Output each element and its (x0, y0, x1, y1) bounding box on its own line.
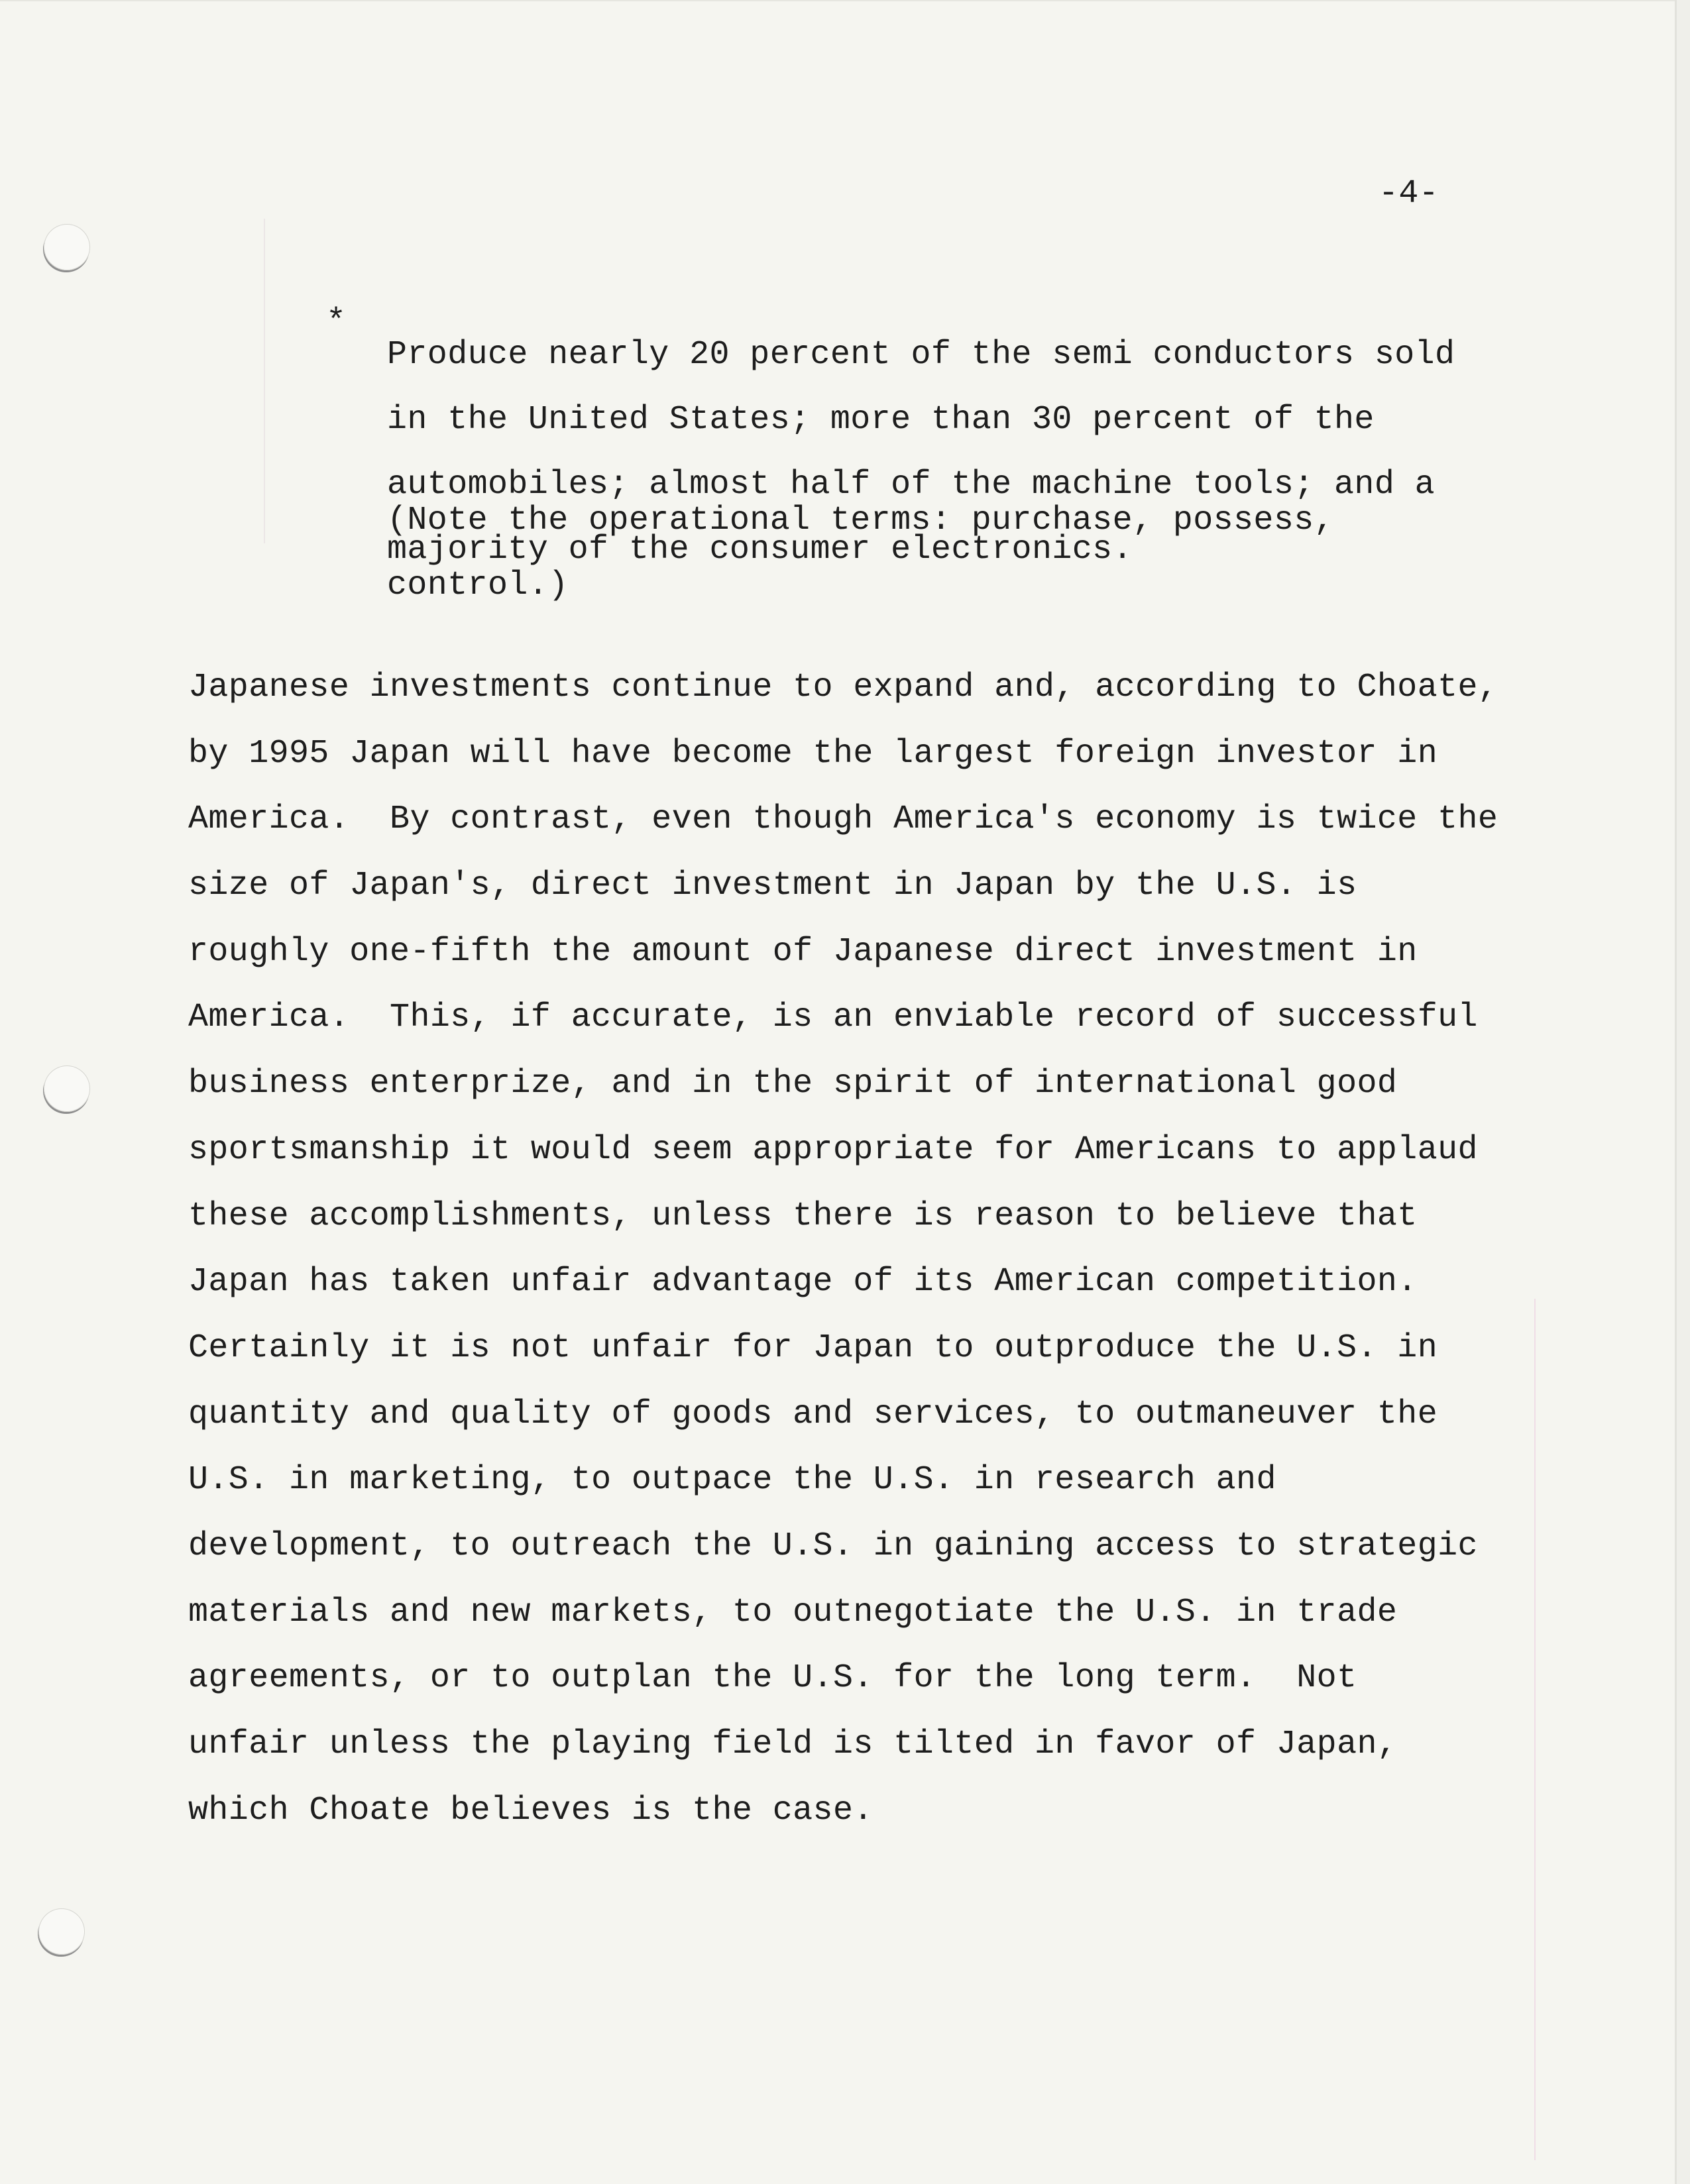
paragraph-line: America. By contrast, even though America's economy is twice the (188, 800, 1498, 839)
note-line: (Note the operational terms: purchase, possess, (387, 502, 1335, 539)
binder-hole-bottom (38, 1908, 85, 1955)
paragraph-line: by 1995 Japan will have become the largest foreign investor in (188, 734, 1438, 773)
paragraph-line: materials and new markets, to outnegotiate the U.S. in trade (188, 1593, 1398, 1631)
paragraph-line: which Choate believes is the case. (188, 1791, 873, 1829)
paragraph-line: America. This, if accurate, is an enviable record of successful (188, 999, 1478, 1037)
paragraph-line: development, to outreach the U.S. in gaining access to strategic (188, 1527, 1478, 1565)
margin-rule-right (1534, 1299, 1536, 2160)
paragraph-line: Japan has taken unfair advantage of its American competition. (188, 1263, 1418, 1301)
paragraph-line: agreements, or to outplan the U.S. for the long term. Not (188, 1659, 1357, 1698)
paragraph-line: sportsmanship it would seem appropriate for Americans to applaud (188, 1130, 1478, 1169)
paragraph-line: size of Japan's, direct investment in Japan by the U.S. is (188, 867, 1357, 905)
paragraph-line: quantity and quality of goods and services, to outmaneuver the (188, 1395, 1438, 1433)
margin-rule-left (264, 219, 265, 543)
bullet-line: in the United States; more than 30 percent of the (387, 401, 1375, 439)
binder-hole-middle (44, 1065, 90, 1112)
body-paragraph (188, 669, 1514, 1858)
paragraph-line: roughly one-fifth the amount of Japanese direct investment in (188, 932, 1418, 971)
paragraph-line: U.S. in marketing, to outpace the U.S. in research and (188, 1461, 1276, 1500)
paragraph-line: Certainly it is not unfair for Japan to outproduce the U.S. in (188, 1329, 1438, 1367)
page-number: -4- (1379, 175, 1439, 213)
bullet-line: automobiles; almost half of the machine tools; and a (387, 466, 1436, 504)
bullet-line: majority of the consumer electronics. (387, 531, 1133, 569)
binder-hole-top (44, 224, 90, 270)
paragraph-line: unfair unless the playing field is tilted in favor of Japan, (188, 1725, 1398, 1763)
paragraph-line: these accomplishments, unless there is reason to believe that (188, 1197, 1418, 1235)
note-text (387, 472, 1514, 634)
bullet-line: Produce nearly 20 percent of the semi conductors sold (387, 336, 1455, 374)
note-line: control.) (387, 567, 569, 604)
paragraph-line: Japanese investments continue to expand and, according to Choate, (188, 669, 1498, 706)
bullet-marker: * (326, 303, 347, 341)
paragraph-line: business enterprize, and in the spirit of international good (188, 1065, 1398, 1103)
